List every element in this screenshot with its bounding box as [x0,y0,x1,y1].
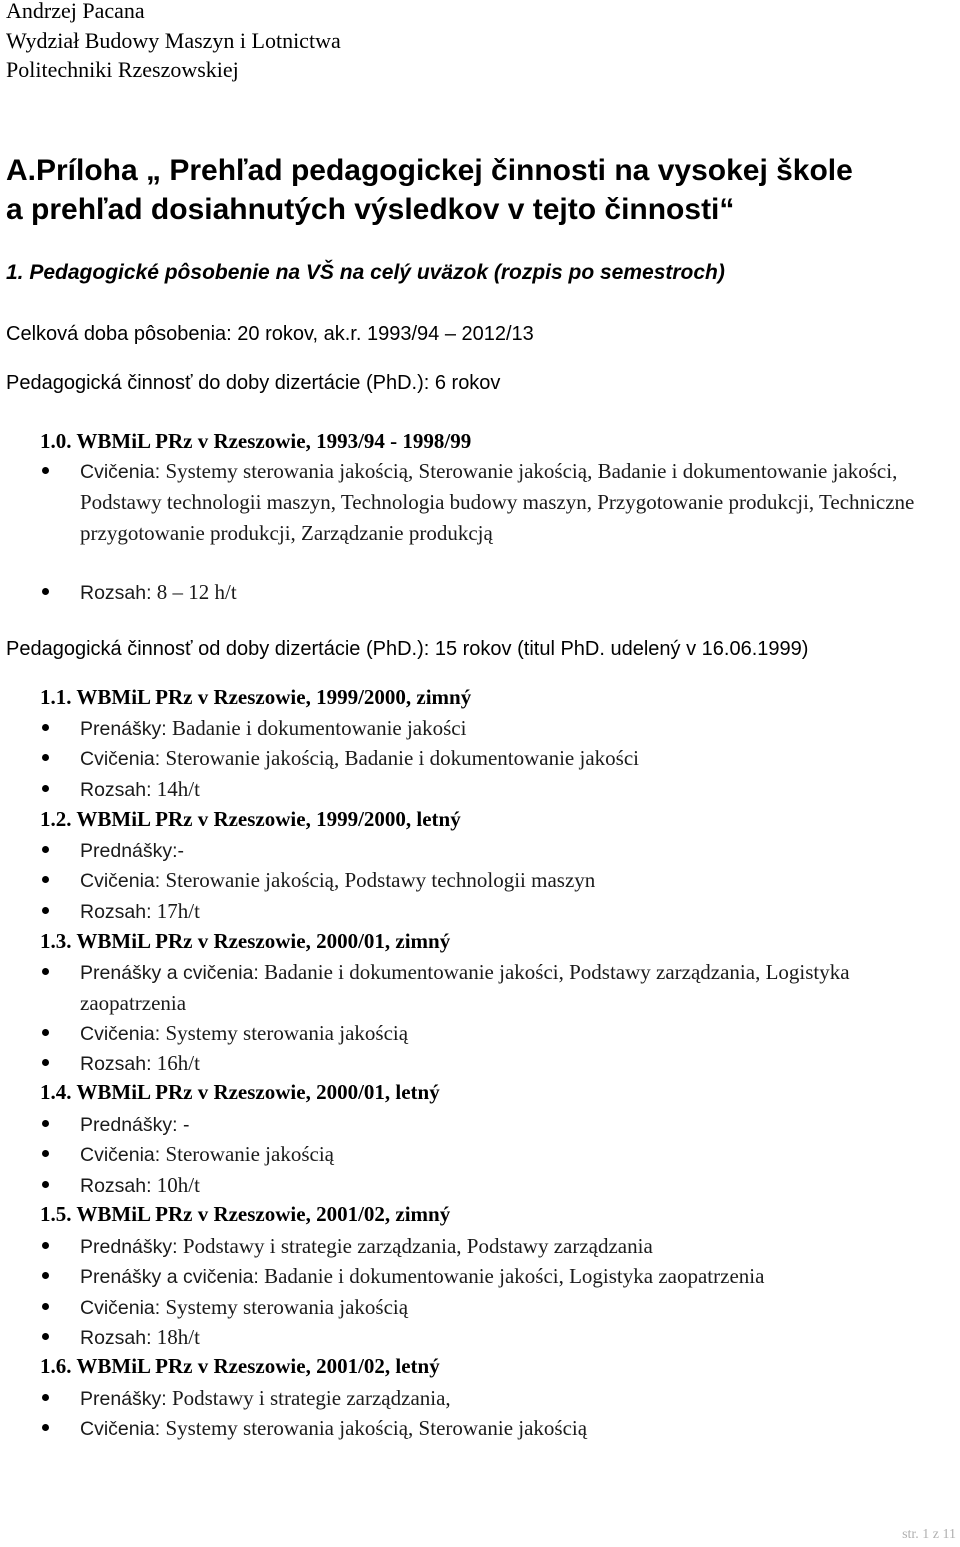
list-item [80,835,184,866]
faculty-name: Wydział Budowy Maszyn i Lotnictwa [6,28,341,53]
section-heading: 1.0. WBMiL PRz v Rzeszowie, 1993/94 - 1998/99 [40,429,472,453]
item-value: 16h/t [151,1051,200,1075]
bullet-icon [42,467,49,474]
bullet-icon [42,968,49,975]
item-label: Cvičenia: [80,1023,161,1045]
item-label: Prednášky:- [80,840,185,862]
item-value: Podstawy i strategie zarządzania, [166,1386,451,1410]
section-heading: 1.6. WBMiL PRz v Rzeszowie, 2001/02, letný [40,1354,440,1378]
list-item [80,1261,764,1292]
item-value: Podstawy i strategie zarządzania, Podstawy zarządzania [177,1234,653,1258]
list-item [80,1048,200,1079]
item-label: Rozsah: [80,1053,152,1075]
item-label: Rozsah: [80,582,152,604]
list-item [80,896,200,927]
list-item [80,577,237,608]
bullet-icon [42,1394,49,1401]
item-label: Cvičenia: [80,461,161,483]
bullet-icon [42,1272,49,1279]
bullet-icon [42,1333,49,1340]
section-heading: 1.1. WBMiL PRz v Rzeszowie, 1999/2000, zimný [40,685,472,709]
list-item [80,1109,189,1140]
list-item [80,1170,200,1201]
list-item [80,456,930,549]
bullet-icon [42,785,49,792]
item-label: Cvičenia: [80,1144,161,1166]
item-value: Systemy sterowania jakością [160,1295,409,1319]
item-value: 8 – 12 h/t [151,580,237,604]
item-value: Sterowanie jakością [160,1142,334,1166]
section-heading: 1.3. WBMiL PRz v Rzeszowie, 2000/01, zimný [40,929,451,953]
bullet-icon [42,754,49,761]
list-item [80,713,466,744]
item-value: 18h/t [151,1325,200,1349]
bullet-icon [42,1120,49,1127]
item-label: Cvičenia: [80,1297,161,1319]
bullet-icon [42,1424,49,1431]
bullet-icon [42,1242,49,1249]
bullet-icon [42,588,49,595]
list-item [80,1413,587,1444]
item-label: Rozsah: [80,901,152,923]
item-label: Rozsah: [80,1327,152,1349]
bullet-icon [42,1029,49,1036]
list-item [80,957,930,1019]
item-value: Badanie i dokumentowanie jakości, Podstawy zarządzania, Logistyka zaopatrzenia [80,960,850,1015]
item-label: Rozsah: [80,779,152,801]
list-item [80,1139,334,1170]
university-name: Politechniki Rzeszowskiej [6,57,239,82]
item-value: Systemy sterowania jakością, Sterowanie jakością [160,1416,588,1440]
item-label: Cvičenia: [80,1418,161,1440]
after-phd-duration: Pedagogická činnosť od doby dizertácie (PhD.): 15 rokov (titul PhD. udelený v 16.06.1999) [6,638,809,660]
section-subtitle: 1. Pedagogické pôsobenie na VŠ na celý uväzok (rozpis po semestroch) [6,261,725,284]
item-label: Prenášky: [80,718,167,740]
item-label: Prenášky: [80,1388,167,1410]
bullet-icon [42,876,49,883]
total-duration: Celková doba pôsobenia: 20 rokov, ak.r. 1993/94 – 2012/13 [6,323,534,345]
item-label: Cvičenia: [80,870,161,892]
item-label: Cvičenia: [80,748,161,770]
item-value: 10h/t [151,1173,200,1197]
item-label: Rozsah: [80,1175,152,1197]
list-item [80,1383,451,1414]
list-item [80,865,595,896]
list-item [80,1292,408,1323]
before-phd-duration: Pedagogická činnosť do doby dizertácie (PhD.): 6 rokov [6,372,501,394]
item-value: Badanie i dokumentowanie jakości, Logistyka zaopatrzenia [258,1264,765,1288]
bullet-icon [42,1150,49,1157]
section-heading: 1.2. WBMiL PRz v Rzeszowie, 1999/2000, letný [40,807,461,831]
bullet-icon [42,907,49,914]
item-value: Systemy sterowania jakością [160,1021,409,1045]
item-label: Prednášky: [80,1236,178,1258]
document-title-line-2: a prehľad dosiahnutých výsledkov v tejto činnosti“ [6,193,735,226]
item-label: Prednášky: - [80,1114,190,1136]
bullet-icon [42,724,49,731]
item-value: Systemy sterowania jakością, Sterowanie jakością, Badanie i dokumentowanie jakości, Podstawy technologii maszyn, Technologia budowy maszyn, Przygotowanie produkcji, Techniczne przygotowanie produkcji, Zarządzanie produkcją [80,459,915,545]
list-item [80,774,200,805]
bullet-icon [42,846,49,853]
bullet-icon [42,1303,49,1310]
bullet-icon [42,1181,49,1188]
item-value: 17h/t [151,899,200,923]
section-heading: 1.4. WBMiL PRz v Rzeszowie, 2000/01, letný [40,1080,440,1104]
page-number: str. 1 z 11 [902,1527,956,1542]
list-item [80,1018,408,1049]
item-value: Badanie i dokumentowanie jakości [166,716,467,740]
author-name: Andrzej Pacana [6,0,145,23]
list-item [80,1322,200,1353]
list-item [80,1231,653,1262]
item-value: Sterowanie jakością, Podstawy technologii maszyn [160,868,596,892]
document-title-line-1: A.Príloha „ Prehľad pedagogickej činnosti na vysokej škole [6,154,853,187]
item-label: Prenášky a cvičenia: [80,962,259,984]
item-value: 14h/t [151,777,200,801]
item-label: Prenášky a cvičenia: [80,1266,259,1288]
item-value: Sterowanie jakością, Badanie i dokumentowanie jakości [160,746,639,770]
section-heading: 1.5. WBMiL PRz v Rzeszowie, 2001/02, zimný [40,1202,451,1226]
bullet-icon [42,1059,49,1066]
list-item [80,743,639,774]
